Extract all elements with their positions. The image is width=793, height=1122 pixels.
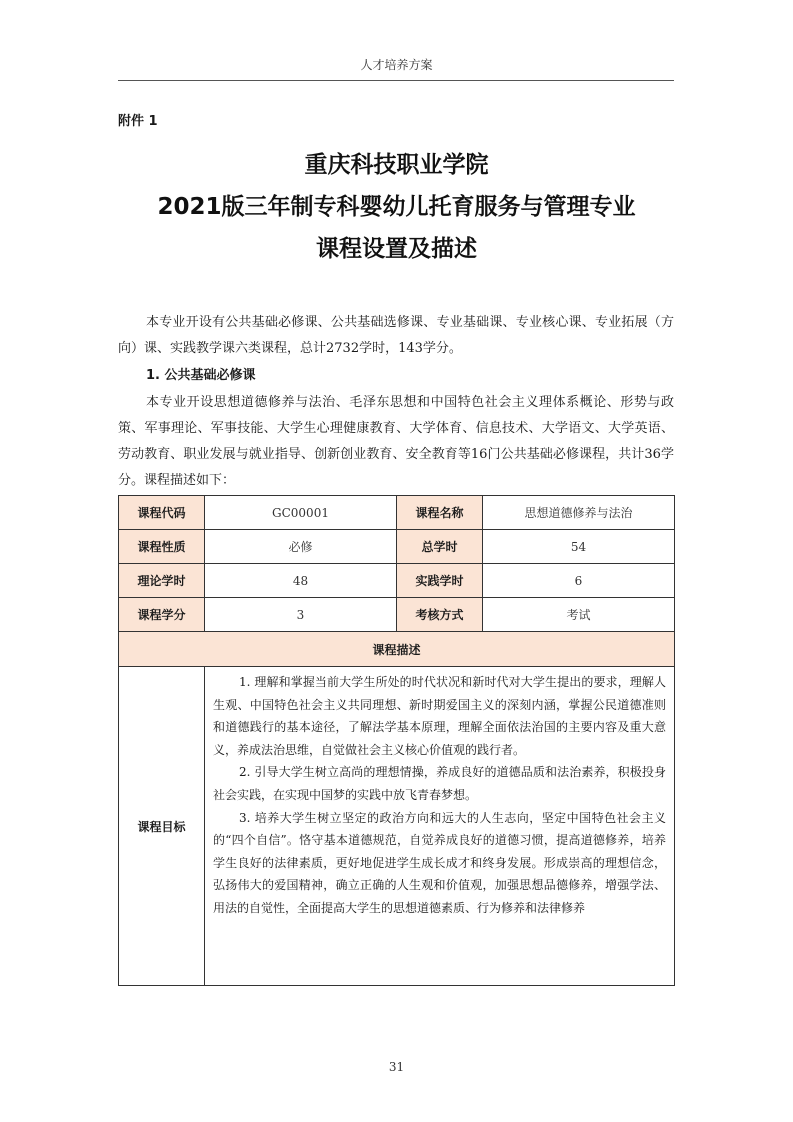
table-row	[119, 632, 675, 667]
course-name-label: 课程名称	[397, 496, 483, 530]
practice-hours-label: 实践学时	[397, 564, 483, 598]
assessment-value: 考试	[483, 598, 675, 632]
goal-item: 3. 培养大学生树立坚定的政治方向和远大的人生志向，坚定中国特色社会主义的“四个自信”。恪守基本道德规范，自觉养成良好的道德习惯，提高道德修养，培养学生良好的法律素质，更好地促进学生成长成才和终身发展。形成崇高的理想信念，弘扬伟大的爱国精神，确立正确的人生观和价值观，加强思想品德修养，增强学法、用法的自觉性，全面提高大学生的思想道德素质、行为修养和法律修养	[213, 810, 666, 915]
attachment-label: 附件 1	[118, 114, 158, 129]
course-code-label: 课程代码	[119, 496, 205, 530]
title-line-2: 2021版三年制专科婴幼儿托育服务与管理专业	[157, 194, 636, 220]
credits-label: 课程学分	[119, 598, 205, 632]
course-description-header: 课程描述	[119, 632, 675, 667]
section-heading: 1. 公共基础必修课	[146, 368, 256, 383]
running-header: 人才培养方案	[360, 58, 433, 72]
table-row	[119, 564, 675, 598]
goal-item: 1. 理解和掌握当前大学生所处的时代状况和新时代对大学生提出的要求，理解人生观、中国特色社会主义共同理想、新时期爱国主义的深刻内涵，掌握公民道德准则和道德践行的基本途径，了解法学基本原理，理解全面依法治国的主要内容及重大意义，养成法治思维，自觉做社会主义核心价值观的践行者。	[213, 675, 666, 757]
goal-item: 2. 引导大学生树立高尚的理想情操，养成良好的道德品质和法治素养，积极投身社会实践，在实现中国梦的实践中放飞青春梦想。	[213, 765, 666, 802]
course-nature-value: 必修	[205, 530, 397, 564]
title-line-1: 重庆科技职业学院	[304, 152, 489, 178]
course-code-value: GC00001	[205, 496, 397, 530]
table-row	[119, 530, 675, 564]
practice-hours-value: 6	[483, 564, 675, 598]
table-row	[119, 667, 675, 986]
page-number: 31	[388, 1060, 405, 1074]
intro-paragraph: 本专业开设有公共基础必修课、公共基础选修课、专业基础课、专业核心课、专业拓展（方向）课、实践教学课六类课程，总计2732学时，143学分。	[118, 315, 674, 356]
section-body: 本专业开设思想道德修养与法治、毛泽东思想和中国特色社会主义理体系概论、形势与政策、军事理论、军事技能、大学生心理健康教育、大学体育、信息技术、大学语文、大学英语、劳动教育、职业发展与就业指导、创新创业教育、安全教育等16门公共基础必修课程，共计36学分。课程描述如下：	[118, 395, 674, 488]
title-line-3: 课程设置及描述	[316, 236, 477, 262]
course-table	[118, 495, 675, 986]
table-row	[119, 598, 675, 632]
header-divider	[118, 80, 674, 81]
table-row	[119, 496, 675, 530]
total-hours-value: 54	[483, 530, 675, 564]
theory-hours-value: 48	[205, 564, 397, 598]
credits-value: 3	[205, 598, 397, 632]
total-hours-label: 总学时	[397, 530, 483, 564]
assessment-label: 考核方式	[397, 598, 483, 632]
theory-hours-label: 理论学时	[119, 564, 205, 598]
course-goal-label: 课程目标	[119, 667, 205, 986]
course-nature-label: 课程性质	[119, 530, 205, 564]
course-goal-content	[205, 667, 675, 986]
course-name-value: 思想道德修养与法治	[483, 496, 675, 530]
